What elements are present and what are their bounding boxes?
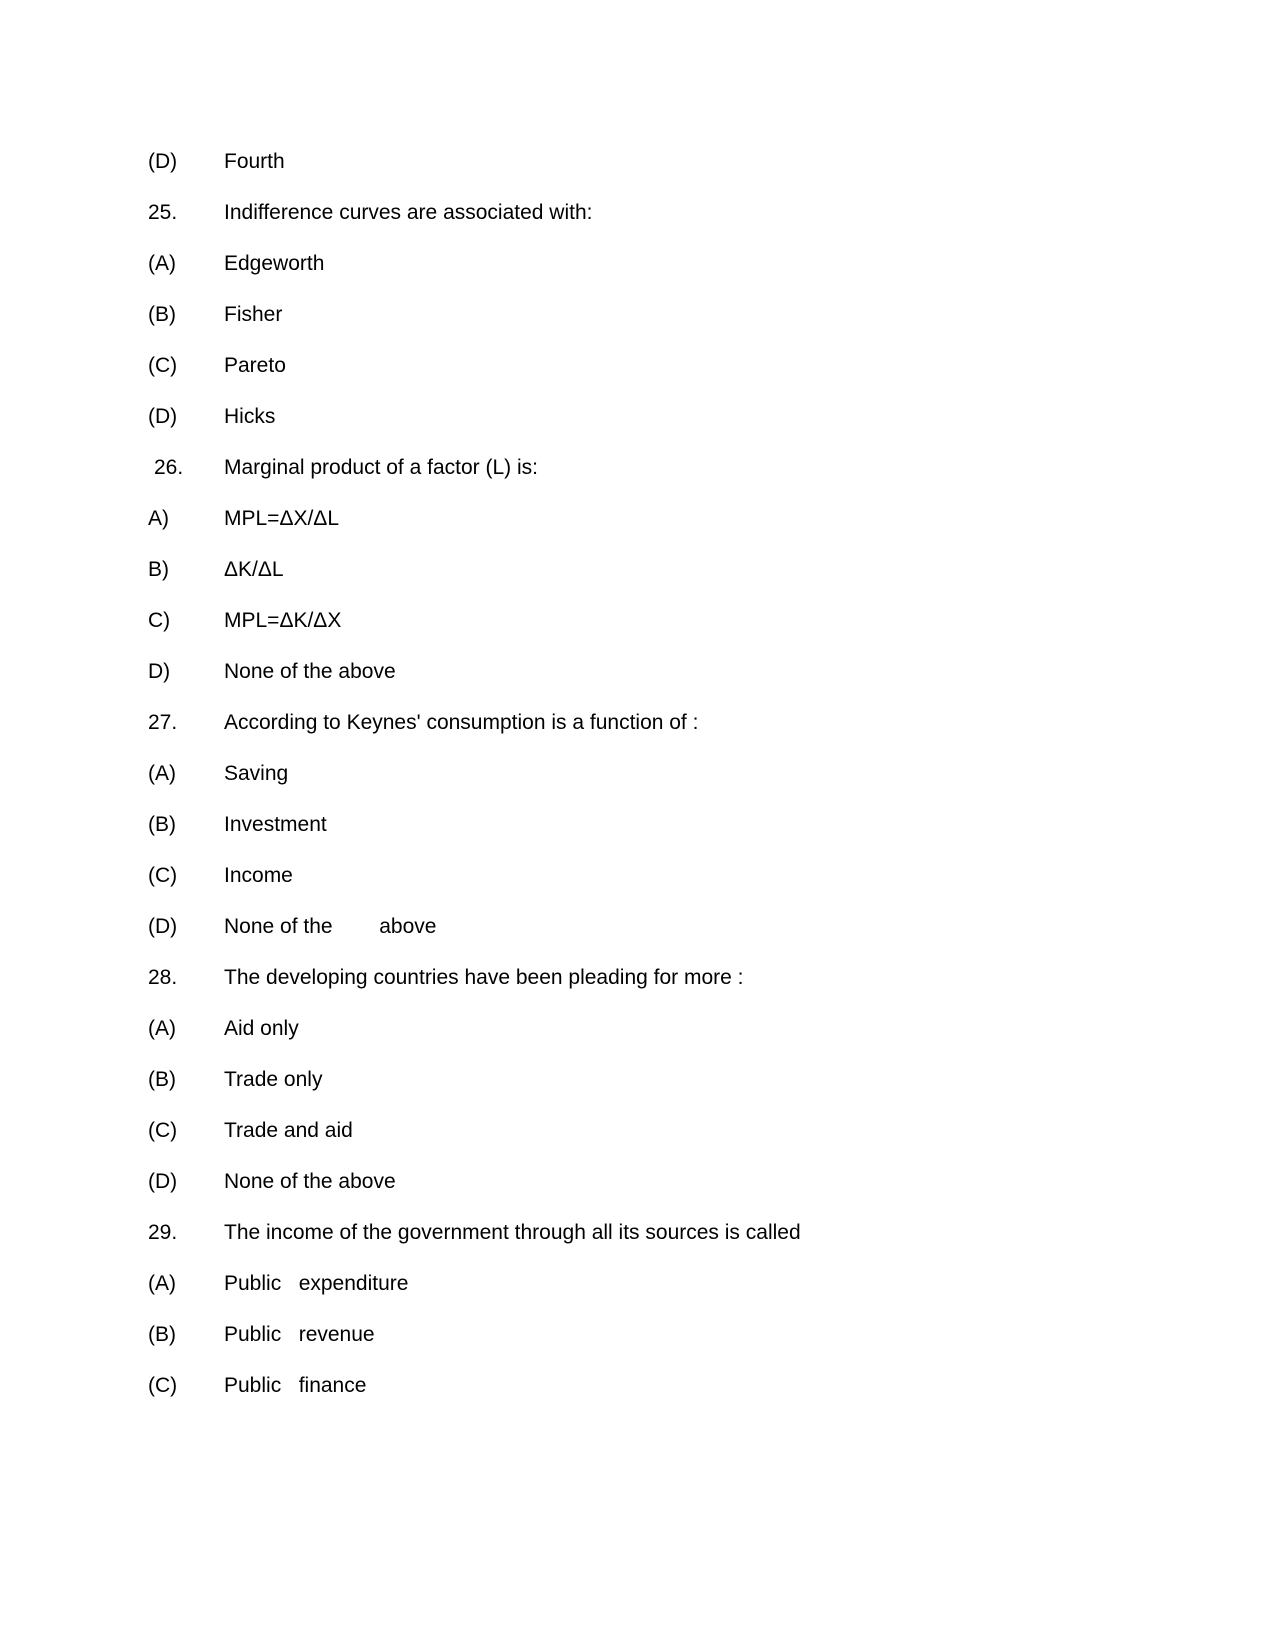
option-line bbox=[0, 300, 1275, 330]
option-marker: (D) bbox=[148, 405, 178, 428]
option-text: Trade and aid bbox=[224, 1119, 353, 1142]
question-number: 27. bbox=[148, 711, 178, 734]
question-number: 29. bbox=[148, 1221, 178, 1244]
option-line bbox=[0, 759, 1275, 789]
option-line bbox=[0, 657, 1275, 687]
option-text: Public finance bbox=[224, 1374, 367, 1397]
option-marker: (B) bbox=[148, 303, 176, 326]
option-text: Income bbox=[224, 864, 293, 887]
option-line bbox=[0, 249, 1275, 279]
option-marker: (B) bbox=[148, 1068, 176, 1091]
option-marker: (C) bbox=[148, 1374, 178, 1397]
question-text: Indifference curves are associated with: bbox=[224, 201, 593, 224]
option-marker: (C) bbox=[148, 864, 178, 887]
option-line bbox=[0, 351, 1275, 381]
question-text: Marginal product of a factor (L) is: bbox=[224, 456, 538, 479]
option-line bbox=[0, 402, 1275, 432]
option-text: Hicks bbox=[224, 405, 276, 428]
option-text: Fisher bbox=[224, 303, 283, 326]
option-text: ΔK/ΔL bbox=[224, 558, 284, 581]
option-marker: (D) bbox=[148, 1170, 178, 1193]
option-text: Public revenue bbox=[224, 1323, 375, 1346]
option-line bbox=[0, 606, 1275, 636]
option-marker: (C) bbox=[148, 354, 178, 377]
option-line bbox=[0, 147, 1275, 177]
option-line bbox=[0, 1065, 1275, 1095]
question-number: 28. bbox=[148, 966, 178, 989]
question-line bbox=[0, 453, 1275, 483]
option-line bbox=[0, 1116, 1275, 1146]
option-text: MPL=ΔX/ΔL bbox=[224, 507, 340, 530]
question-text: The developing countries have been pleading for more : bbox=[224, 966, 744, 989]
option-marker: B) bbox=[148, 558, 169, 581]
option-marker: (C) bbox=[148, 1119, 178, 1142]
question-line bbox=[0, 963, 1275, 993]
option-text: Saving bbox=[224, 762, 289, 785]
option-text: Investment bbox=[224, 813, 327, 836]
question-number: 25. bbox=[148, 201, 178, 224]
option-marker: C) bbox=[148, 609, 171, 632]
option-text: Public expenditure bbox=[224, 1272, 409, 1295]
option-line bbox=[0, 1167, 1275, 1197]
option-text: None of the above bbox=[224, 660, 396, 683]
option-line bbox=[0, 912, 1275, 942]
question-line bbox=[0, 708, 1275, 738]
option-text: Pareto bbox=[224, 354, 286, 377]
option-text: None of the above bbox=[224, 1170, 396, 1193]
option-marker: D) bbox=[148, 660, 171, 683]
option-text: Trade only bbox=[224, 1068, 323, 1091]
option-marker: (B) bbox=[148, 1323, 176, 1346]
question-number: 26. bbox=[154, 456, 184, 479]
option-marker: (A) bbox=[148, 1017, 176, 1040]
question-text: The income of the government through all its sources is called bbox=[224, 1221, 801, 1244]
option-marker: (D) bbox=[148, 150, 178, 173]
option-line bbox=[0, 1320, 1275, 1350]
question-line bbox=[0, 198, 1275, 228]
option-text: Edgeworth bbox=[224, 252, 325, 275]
option-text: Fourth bbox=[224, 150, 285, 173]
option-line bbox=[0, 555, 1275, 585]
option-marker: A) bbox=[148, 507, 169, 530]
option-text: None of the above bbox=[224, 915, 437, 938]
option-line bbox=[0, 861, 1275, 891]
option-marker: (B) bbox=[148, 813, 176, 836]
option-marker: (D) bbox=[148, 915, 178, 938]
option-line bbox=[0, 1269, 1275, 1299]
option-marker: (A) bbox=[148, 1272, 176, 1295]
option-line bbox=[0, 1371, 1275, 1401]
option-line bbox=[0, 504, 1275, 534]
question-text: According to Keynes' consumption is a function of : bbox=[224, 711, 699, 734]
option-marker: (A) bbox=[148, 762, 176, 785]
question-line bbox=[0, 1218, 1275, 1248]
option-line bbox=[0, 810, 1275, 840]
option-line bbox=[0, 1014, 1275, 1044]
option-marker: (A) bbox=[148, 252, 176, 275]
option-text: MPL=ΔK/ΔX bbox=[224, 609, 342, 632]
option-text: Aid only bbox=[224, 1017, 299, 1040]
